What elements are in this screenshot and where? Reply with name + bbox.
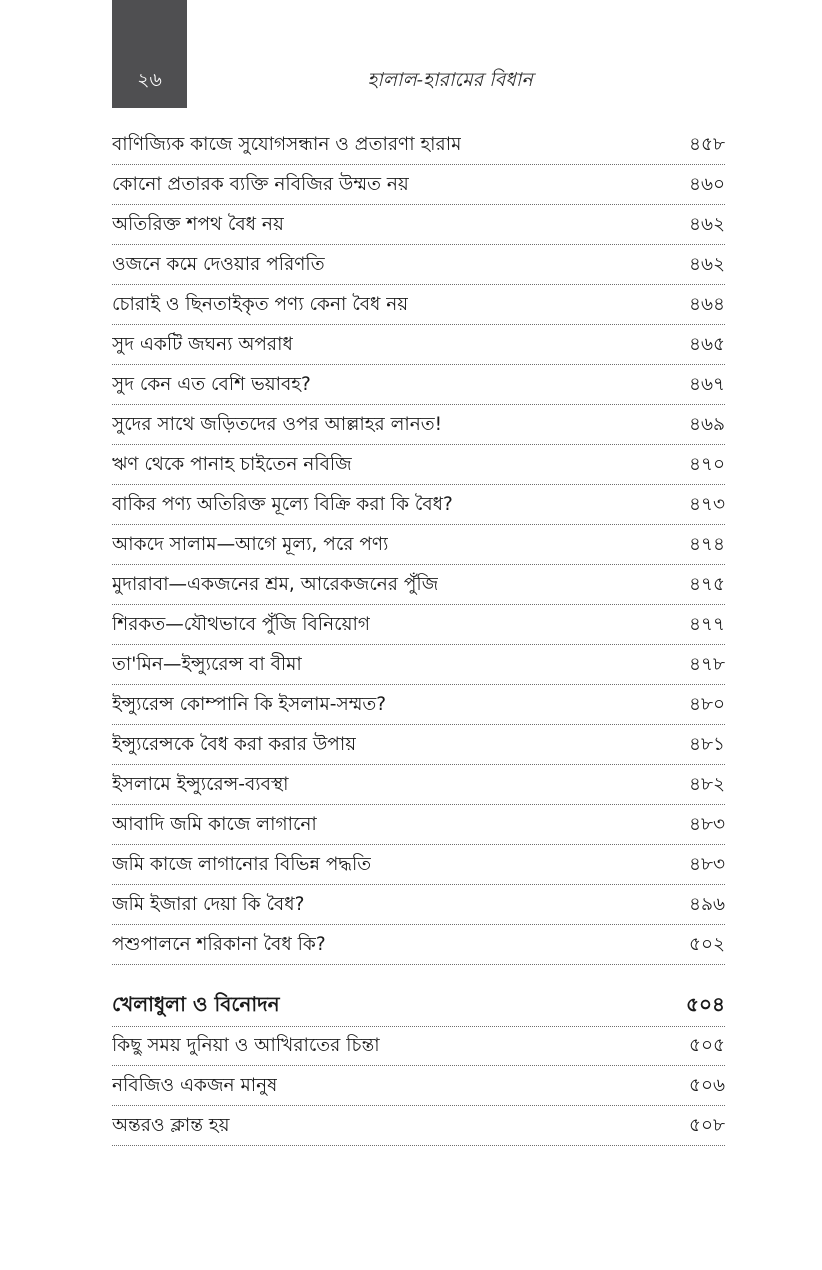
toc-entry-page: ৪৯৬	[688, 893, 725, 915]
section-heading-title: খেলাধুলা ও বিনোদন	[112, 992, 280, 1016]
toc-entry-title: ইন্স্যুরেন্স কোম্পানি কি ইসলাম-সম্মত?	[112, 693, 387, 715]
toc-entry	[112, 566, 725, 605]
toc-entry	[112, 926, 725, 965]
toc-section-heading	[112, 987, 725, 1027]
toc-entry-page: ৪৮৩	[688, 813, 725, 835]
toc-entry-page: ৪৭৪	[688, 533, 725, 555]
toc-entry-page: ৪৮০	[688, 693, 725, 715]
toc-entry	[112, 726, 725, 765]
toc-entry	[112, 846, 725, 885]
toc-entry-page: ৪৬৯	[688, 413, 725, 435]
toc-entry-page: ৪৫৮	[688, 133, 725, 155]
toc-entry-page: ৫০২	[688, 933, 725, 955]
toc-entry	[112, 606, 725, 645]
toc-entry	[112, 486, 725, 525]
toc-entry	[112, 806, 725, 845]
toc-entry	[112, 766, 725, 805]
running-title: হালাল-হারামের বিধান	[367, 69, 533, 91]
toc-entry-page: ৪৭৩	[688, 493, 725, 515]
toc-entry-page: ৪৬০	[688, 173, 725, 195]
toc-entry	[112, 326, 725, 365]
toc-entry	[112, 1067, 725, 1106]
toc-entry-page: ৪৮২	[688, 773, 725, 795]
toc-entry-title: শিরকত—যৌথভাবে পুঁজি বিনিয়োগ	[112, 613, 370, 635]
toc-entry-page: ৪৬২	[688, 253, 725, 275]
toc-entry-page: ৫০৮	[688, 1114, 725, 1136]
toc-entry-page: ৪৮১	[688, 733, 725, 755]
toc-entry-title: আবাদি জমি কাজে লাগানো	[112, 813, 317, 835]
toc-entry-title: ঋণ থেকে পানাহ চাইতেন নবিজি	[112, 453, 352, 475]
toc-entry	[112, 126, 725, 165]
toc-entry-title: জমি কাজে লাগানোর বিভিন্ন পদ্ধতি	[112, 853, 372, 875]
table-of-contents	[112, 126, 725, 1146]
toc-entries-section	[112, 1027, 725, 1146]
toc-entry-title: বাণিজ্যিক কাজে সুযোগসন্ধান ও প্রতারণা হারাম	[112, 133, 462, 155]
toc-entry-page: ৪৭৮	[688, 653, 725, 675]
toc-entry-title: পশুপালনে শরিকানা বৈধ কি?	[112, 933, 326, 955]
toc-entry-page: ৪৬২	[688, 213, 725, 235]
toc-entry-title: জমি ইজারা দেয়া কি বৈধ?	[112, 893, 305, 915]
toc-entries	[112, 126, 725, 965]
toc-entry	[112, 286, 725, 325]
toc-entry-page: ৪৭০	[688, 453, 725, 475]
section-heading-page: ৫০৪	[686, 992, 725, 1016]
toc-entry-title: কিছু সময় দুনিয়া ও আখিরাতের চিন্তা	[112, 1034, 380, 1056]
toc-entry	[112, 446, 725, 485]
toc-entry-title: আকদে সালাম—আগে মূল্য, পরে পণ্য	[112, 533, 389, 555]
toc-entry	[112, 686, 725, 725]
toc-entry-title: চোরাই ও ছিনতাইকৃত পণ্য কেনা বৈধ নয়	[112, 293, 409, 315]
page-number: ২৬	[137, 69, 162, 91]
toc-entry-page: ৪৬৭	[688, 373, 725, 395]
toc-entry-title: কোনো প্রতারক ব্যক্তি নবিজির উম্মত নয়	[112, 173, 409, 195]
toc-entry	[112, 246, 725, 285]
toc-entry-title: বাকির পণ্য অতিরিক্ত মূল্যে বিক্রি করা কি বৈধ?	[112, 493, 453, 515]
toc-entry-page: ৫০৬	[688, 1074, 725, 1096]
toc-entry	[112, 206, 725, 245]
toc-entry-title: অতিরিক্ত শপথ বৈধ নয়	[112, 213, 284, 235]
toc-entry-title: ইন্স্যুরেন্সকে বৈধ করা করার উপায়	[112, 733, 357, 755]
toc-entry-page: ৪৬৪	[688, 293, 725, 315]
toc-entry-title: অন্তরও ক্লান্ত হয়	[112, 1114, 230, 1136]
toc-entry	[112, 166, 725, 205]
toc-entry-title: ইসলামে ইন্স্যুরেন্স-ব্যবস্থা	[112, 773, 289, 795]
toc-entry-title: ওজনে কমে দেওয়ার পরিণতি	[112, 253, 325, 275]
toc-entry	[112, 526, 725, 565]
toc-entry-title: তা'মিন—ইন্স্যুরেন্স বা বীমা	[112, 653, 302, 675]
toc-entry	[112, 406, 725, 445]
toc-entry-title: সুদ কেন এত বেশি ভয়াবহ?	[112, 373, 311, 395]
toc-entry	[112, 646, 725, 685]
toc-entry-title: নবিজিও একজন মানুষ	[112, 1074, 278, 1096]
toc-entry-page: ৫০৫	[688, 1034, 725, 1056]
toc-entry-title: মুদারাবা—একজনের শ্রম, আরেকজনের পুঁজি	[112, 573, 439, 595]
toc-entry	[112, 1027, 725, 1066]
toc-entry	[112, 366, 725, 405]
toc-entry-page: ৪৮৩	[688, 853, 725, 875]
toc-entry	[112, 1107, 725, 1146]
toc-entry-page: ৪৭৭	[688, 613, 725, 635]
toc-entry-page: ৪৬৫	[688, 333, 725, 355]
toc-entry-title: সুদের সাথে জড়িতদের ওপর আল্লাহর লানত!	[112, 413, 443, 435]
toc-entry-page: ৪৭৫	[688, 573, 725, 595]
toc-entry-title: সুদ একটি জঘন্য অপরাধ	[112, 333, 293, 355]
toc-entry	[112, 886, 725, 925]
